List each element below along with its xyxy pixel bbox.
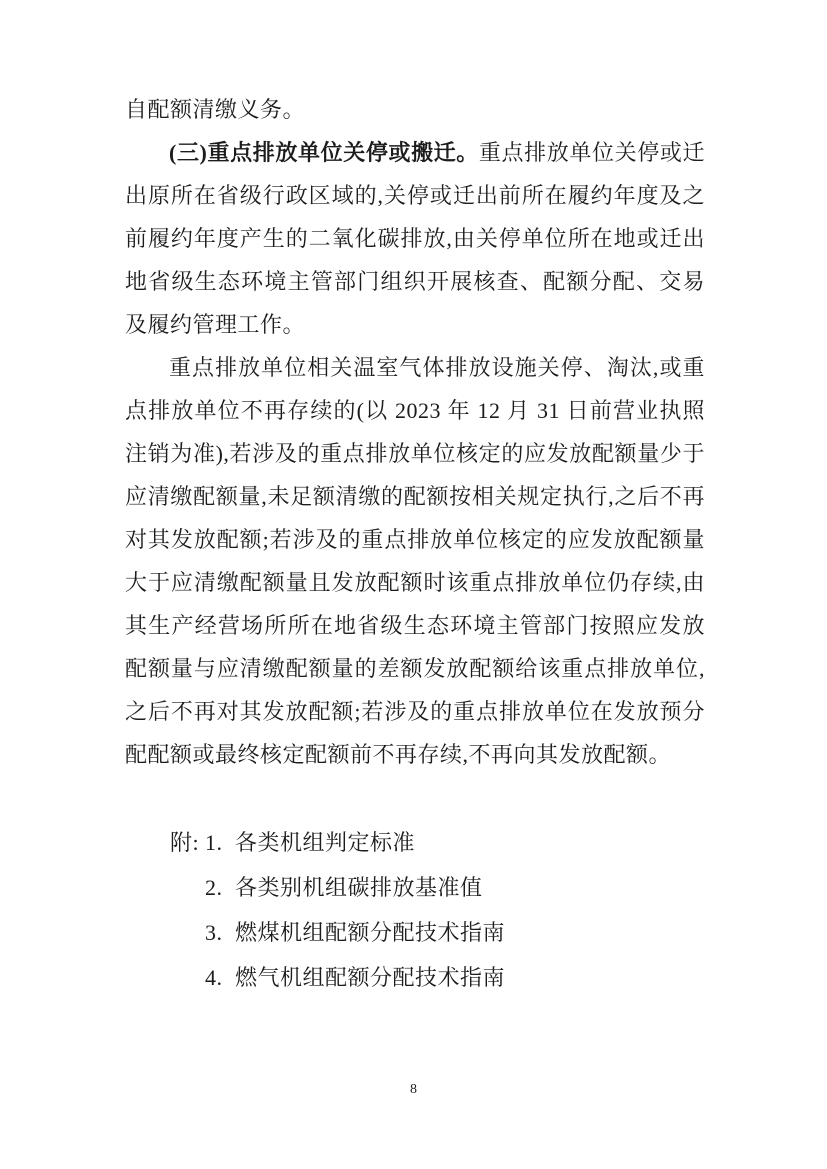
attachment-label: 附: — [170, 830, 200, 855]
paragraph-closure-rules: 重点排放单位相关温室气体排放设施关停、淘汰,或重点排放单位不再存续的(以 2023 年 12 月 31 日前营业执照注销为准),若涉及的重点排放单位核定的应发放配额量少于应清缴配额量,未足额清缴的配额按相关规定执行,之后不再对其发放配额;若涉及的重点排放单位核定的应发放配额量大于应清缴配额量且发放配额时该重点排放单位仍存续,由其生产经营场所所在地省级生态环境主管部门按照应发放配额量与应清缴配额量的差额发放配额给该重点排放单位,之后不再对其发放配额;若涉及的重点排放单位在发放预分配配额或最终核定配额前不再存续,不再向其发放配额。 — [125, 355, 705, 767]
attachment-number: 3. — [205, 920, 223, 945]
attachment-item — [170, 865, 705, 910]
section-heading: (三)重点排放单位关停或搬迁。 — [169, 140, 479, 165]
page-number: 8 — [410, 1082, 417, 1097]
attachment-title: 各类别机组碳排放基准值 — [235, 875, 483, 900]
attachment-number: 2. — [205, 875, 223, 900]
attachment-list — [170, 820, 705, 1000]
attachment-title: 各类机组判定标准 — [235, 830, 416, 855]
attachment-title: 燃气机组配额分配技术指南 — [235, 965, 506, 990]
document-content — [125, 88, 705, 1000]
section-body-text: 重点排放单位关停或迁出原所在省级行政区域的,关停或迁出前所在履约年度及之前履约年度产生的二氧化碳排放,由关停单位所在地或迁出地省级生态环境主管部门组织开展核查、配额分配、交易及履约管理工作。 — [125, 140, 705, 337]
attachment-title: 燃煤机组配额分配技术指南 — [235, 920, 506, 945]
paragraph-section-3 — [125, 131, 705, 346]
attachment-item — [170, 910, 705, 955]
attachment-number: 4. — [205, 965, 223, 990]
attachment-item — [170, 955, 705, 1000]
attachment-number: 1. — [205, 830, 223, 855]
attachment-item — [170, 820, 705, 865]
paragraph-continuation: 自配额清缴义务。 — [125, 97, 306, 122]
